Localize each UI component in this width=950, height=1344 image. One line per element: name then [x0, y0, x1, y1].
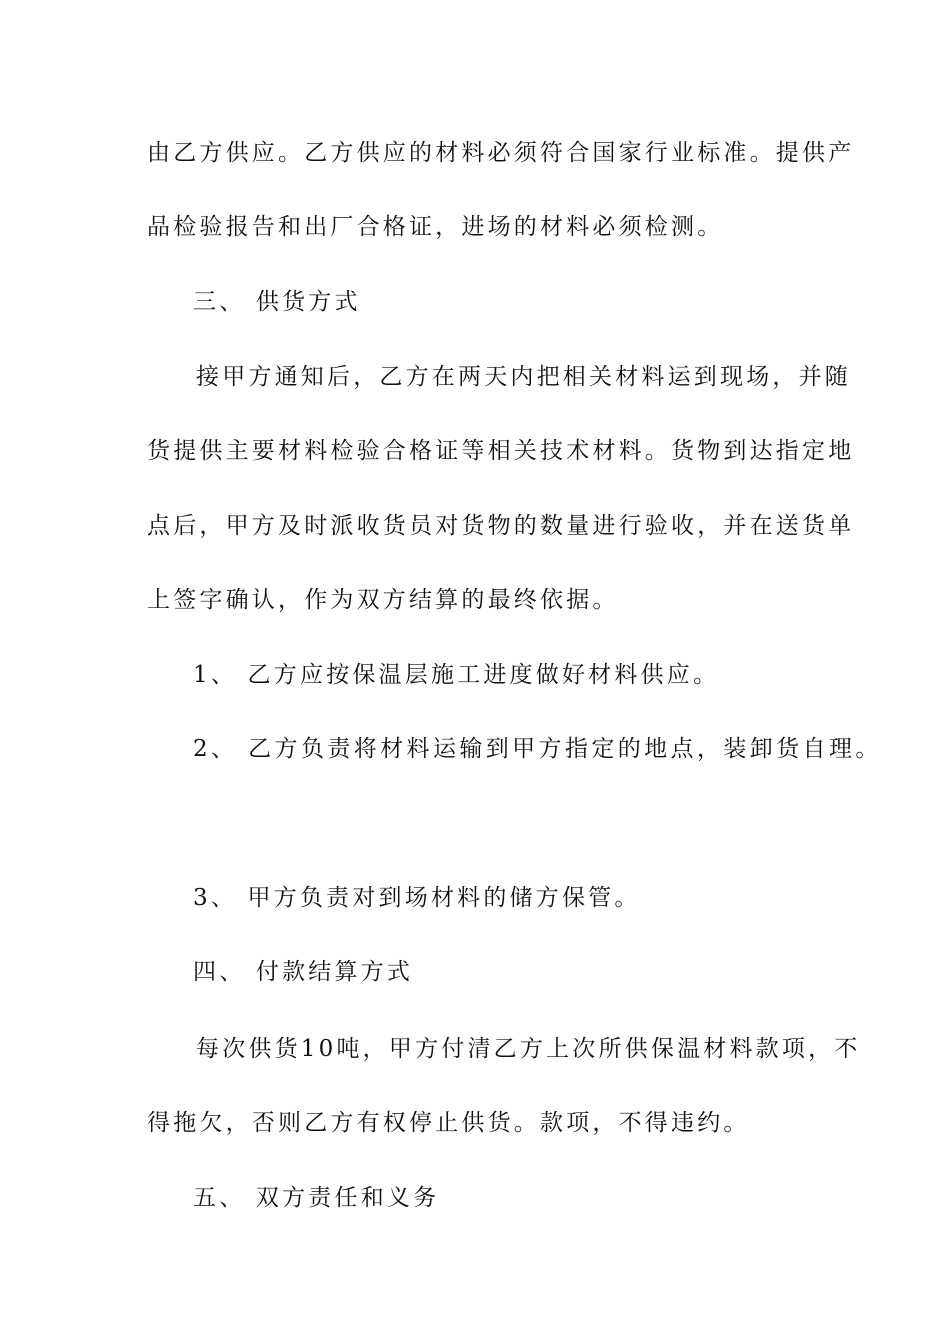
paragraph-line: 接甲方通知后，乙方在两天内把相关材料运到现场，并随 — [196, 364, 851, 390]
list-item: 1、 乙方应按保温层施工进度做好材料供应。 — [193, 662, 720, 688]
paragraph-line: 货提供主要材料检验合格证等相关技术材料。货物到达指定地 — [147, 438, 855, 464]
section-heading: 三、 供货方式 — [193, 289, 361, 315]
list-item: 2、 乙方负责将材料运输到甲方指定的地点，装卸货自理。 — [193, 736, 882, 762]
paragraph-line: 品检验报告和出厂合格证，进场的材料必须检测。 — [147, 214, 724, 240]
section-heading: 四、 付款结算方式 — [193, 959, 414, 985]
paragraph-line: 上签字确认，作为双方结算的最终依据。 — [147, 587, 619, 613]
paragraph-line: 每次供货10吨，甲方付清乙方上次所供保温材料款项，不 — [196, 1036, 861, 1062]
paragraph-line: 由乙方供应。乙方供应的材料必须符合国家行业标准。提供产 — [147, 140, 855, 166]
paragraph-line: 点后，甲方及时派收货员对货物的数量进行验收，并在送货单 — [147, 513, 855, 539]
list-item: 3、 甲方负责对到场材料的储方保管。 — [193, 885, 641, 911]
section-heading: 五、 双方责任和义务 — [193, 1185, 440, 1211]
paragraph-line: 得拖欠，否则乙方有权停止供货。款项，不得违约。 — [147, 1110, 750, 1136]
